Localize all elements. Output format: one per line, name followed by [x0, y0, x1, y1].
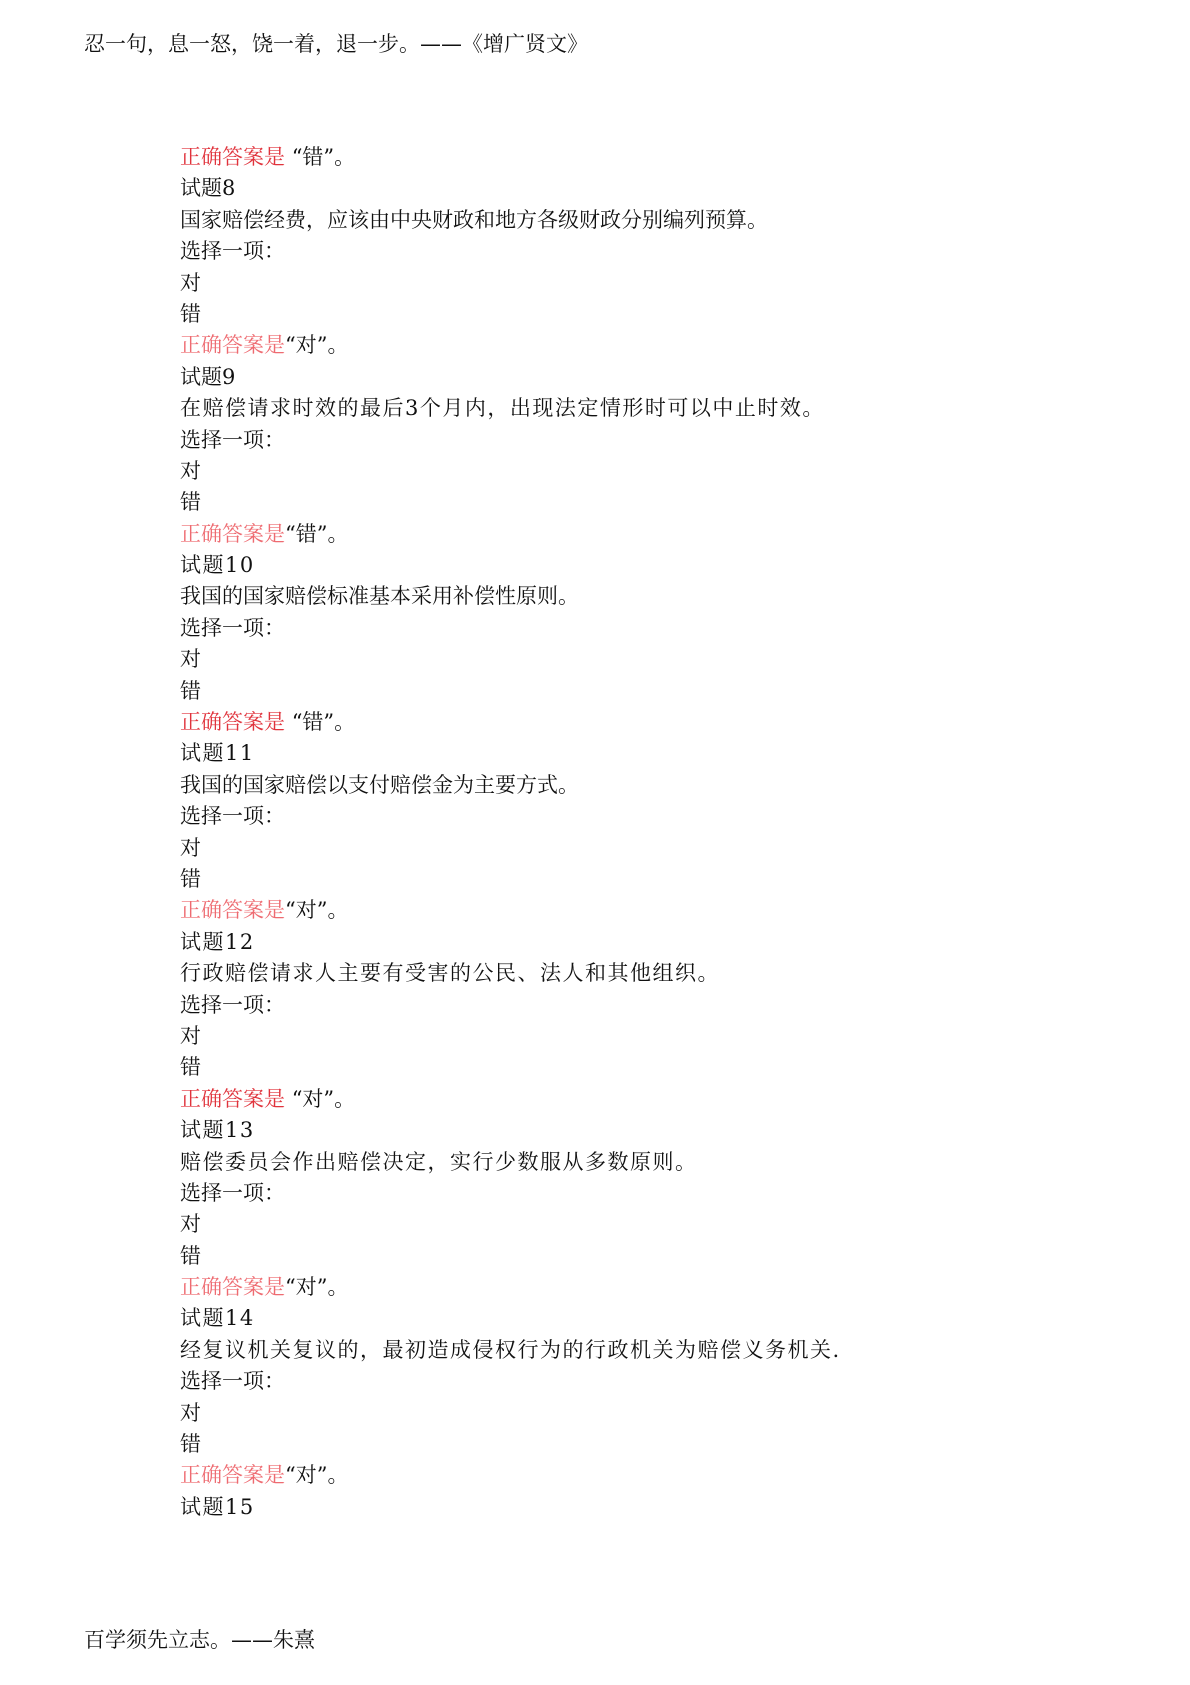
answer-value: “对”。 [285, 1463, 349, 1488]
question-title: 试题12 [180, 929, 255, 954]
question-title: 试题11 [180, 741, 255, 766]
answer-line [180, 1272, 1060, 1303]
answer-value: “错”。 [291, 145, 356, 169]
question-text: 经复议机关复议的，最初造成侵权行为的行政机关为赔偿义务机关. [180, 1337, 841, 1362]
question-block-13 [180, 1115, 1060, 1303]
option-true[interactable]: 对 [180, 647, 201, 672]
answer-value: “对”。 [285, 1275, 349, 1300]
option-false[interactable]: 错 [180, 490, 201, 515]
question-title: 试题8 [180, 176, 236, 201]
header-quote: 忍一句，息一怒，饶一着，退一步。——《增广贤文》 [84, 32, 588, 56]
options-label: 选择一项： [180, 804, 285, 829]
answer-label: 正确答案是 [180, 1086, 285, 1111]
options-label: 选择一项： [180, 615, 285, 640]
question-title: 试题10 [180, 553, 255, 578]
answer-line [180, 707, 1060, 738]
option-true[interactable]: 对 [180, 1212, 201, 1237]
option-true[interactable]: 对 [180, 835, 201, 860]
question-block-12 [180, 927, 1060, 1115]
question-block-15 [180, 1492, 1060, 1523]
option-false[interactable]: 错 [180, 1432, 201, 1457]
option-true[interactable]: 对 [180, 458, 201, 483]
options-label: 选择一项： [180, 239, 285, 264]
answer-line [180, 895, 1060, 926]
question-text: 赔偿委员会作出赔偿决定，实行少数服从多数原则。 [180, 1149, 698, 1174]
question-block-9 [180, 362, 1060, 550]
answer-line [180, 142, 1060, 173]
answer-value: “对”。 [291, 1086, 356, 1111]
answer-line [180, 1084, 1060, 1115]
question-text: 行政赔偿请求人主要有受害的公民、法人和其他组织。 [180, 961, 720, 986]
option-true[interactable]: 对 [180, 270, 201, 295]
answer-line [180, 1460, 1060, 1491]
answer-label: 正确答案是 [180, 898, 285, 923]
question-text: 我国的国家赔偿以支付赔偿金为主要方式。 [180, 772, 579, 797]
option-true[interactable]: 对 [180, 1400, 201, 1425]
answer-label: 正确答案是 [180, 1275, 285, 1300]
options-label: 选择一项： [180, 1369, 285, 1394]
question-text: 我国的国家赔偿标准基本采用补偿性原则。 [180, 584, 579, 609]
option-false[interactable]: 错 [180, 678, 201, 703]
answer-value: “对”。 [285, 898, 349, 923]
answer-value: “错”。 [285, 521, 349, 546]
question-block-14 [180, 1303, 1060, 1491]
answer-line [180, 330, 1060, 361]
question-block-10 [180, 550, 1060, 738]
question-text: 在赔偿请求时效的最后3个月内，出现法定情形时可以中止时效。 [180, 396, 825, 421]
option-false[interactable]: 错 [180, 1055, 201, 1080]
answer-label: 正确答案是 [180, 145, 285, 169]
option-false[interactable]: 错 [180, 1243, 201, 1268]
quiz-content [180, 142, 1060, 1523]
answer-label: 正确答案是 [180, 710, 285, 735]
options-label: 选择一项： [180, 427, 285, 452]
question-title: 试题13 [180, 1118, 255, 1143]
option-false[interactable]: 错 [180, 301, 201, 326]
question-text: 国家赔偿经费，应该由中央财政和地方各级财政分别编列预算。 [180, 207, 768, 232]
answer-label: 正确答案是 [180, 521, 285, 546]
options-label: 选择一项： [180, 1180, 285, 1205]
answer-line [180, 519, 1060, 550]
footer-quote: 百学须先立志。——朱熹 [84, 1628, 315, 1652]
question-block-11 [180, 738, 1060, 926]
question-title: 试题15 [180, 1494, 255, 1519]
options-label: 选择一项： [180, 992, 285, 1017]
answer-value: “错”。 [291, 710, 356, 735]
answer-label: 正确答案是 [180, 1463, 285, 1488]
question-title: 试题14 [180, 1306, 255, 1331]
answer-value: “对”。 [285, 333, 349, 358]
option-true[interactable]: 对 [180, 1023, 201, 1048]
question-title: 试题9 [180, 364, 236, 389]
option-false[interactable]: 错 [180, 866, 201, 891]
question-block-8 [180, 173, 1060, 361]
answer-label: 正确答案是 [180, 333, 285, 358]
